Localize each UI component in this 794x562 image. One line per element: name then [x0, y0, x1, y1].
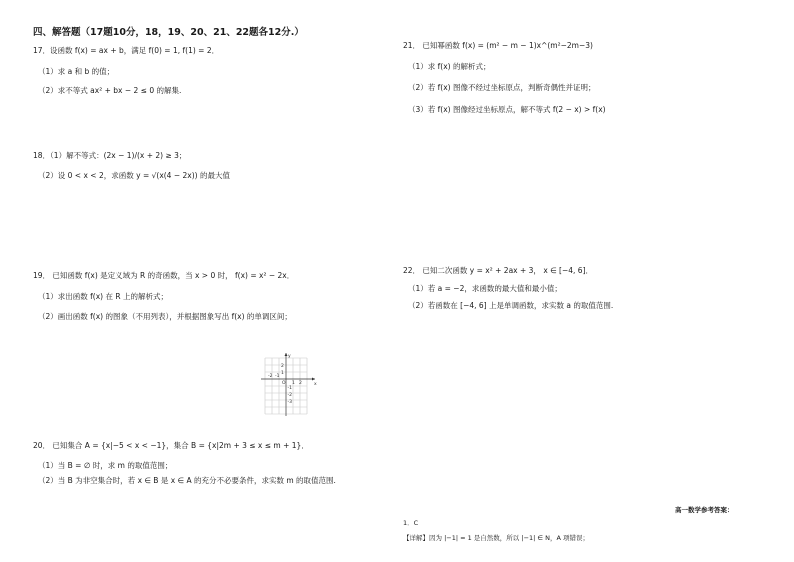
- answer-detail: 【详解】因为 |−1| = 1 是自然数，所以 |−1| ∈ N，A 项错误；: [403, 534, 590, 542]
- y-tick-label: -2: [287, 393, 292, 398]
- q22-part2: （2）若函数在 [−4, 6] 上是单调函数，求实数 a 的取值范围.: [408, 301, 614, 310]
- q21-stem: 21． 已知幂函数 f(x) = (m² − m − 1)x^(m²−2m−3): [403, 41, 593, 50]
- y-tick-label: -3: [287, 400, 292, 405]
- q19-stem: 19． 已知函数 f(x) 是定义域为 R 的奇函数，当 x > 0 时， f(x) = x² − 2x．: [33, 271, 295, 280]
- answer-item-1: 1．C: [403, 519, 419, 527]
- q17-stem: 17．设函数 f(x) = ax + b，满足 f(0) = 1, f(1) = 2．: [33, 46, 220, 55]
- q17-part2: （2）求不等式 ax² + bx − 2 ≤ 0 的解集.: [38, 86, 182, 95]
- q18-part2: （2）设 0 < x < 2，求函数 y = √(x(4 − 2x)) 的最大值: [38, 171, 230, 180]
- coordinate-grid: [259, 352, 319, 418]
- q21-part3: （3）若 f(x) 图像经过坐标原点，解不等式 f(2 − x) > f(x): [408, 105, 606, 114]
- q19-part1: （1）求出函数 f(x) 在 R 上的解析式；: [38, 292, 168, 301]
- x-axis-label: x: [314, 382, 317, 387]
- q22-stem: 22． 已知二次函数 y = x² + 2ax + 3， x ∈ [−4, 6]．: [403, 266, 594, 275]
- q20-part2: （2）当 B 为非空集合时，若 x ∈ B 是 x ∈ A 的充分不必要条件，求实数 m 的取值范围.: [38, 476, 336, 485]
- y-tick-label: 2: [281, 364, 284, 369]
- x-tick-label: -1: [275, 374, 280, 379]
- x-tick-label: 2: [299, 381, 302, 386]
- x-tick-label: -2: [268, 374, 273, 379]
- q17-part1: （1）求 a 和 b 的值；: [38, 67, 115, 76]
- y-tick-label: 1: [281, 371, 284, 376]
- q19-part2: （2）画出函数 f(x) 的图象（不用列表），并根据图象写出 f(x) 的单调区间；: [38, 312, 292, 321]
- x-axis-arrow-icon: [312, 378, 315, 381]
- y-axis-label: y: [288, 354, 291, 359]
- y-tick-label: -1: [287, 386, 292, 391]
- x-tick-label: 1: [292, 381, 295, 386]
- q22-part1: （1）若 a = −2，求函数的最大值和最小值；: [408, 284, 562, 293]
- q21-part1: （1）求 f(x) 的解析式；: [408, 62, 491, 71]
- q20-stem: 20． 已知集合 A = {x|−5 < x < −1}，集合 B = {x|2m + 3 ≤ x ≤ m + 1}．: [33, 441, 309, 450]
- q18-stem: 18．（1）解不等式：(2x − 1)/(x + 2) ≥ 3；: [33, 151, 187, 160]
- section-title: 四、解答题（17题10分，18，19、20、21、22题各12分.）: [33, 27, 304, 38]
- q21-part2: （2）若 f(x) 图像不经过坐标原点，判断奇偶性并证明；: [408, 83, 596, 92]
- answer-title: 高一数学参考答案：: [675, 506, 734, 514]
- q20-part1: （1）当 B = ∅ 时，求 m 的取值范围；: [38, 461, 173, 470]
- origin-label: O: [282, 381, 286, 386]
